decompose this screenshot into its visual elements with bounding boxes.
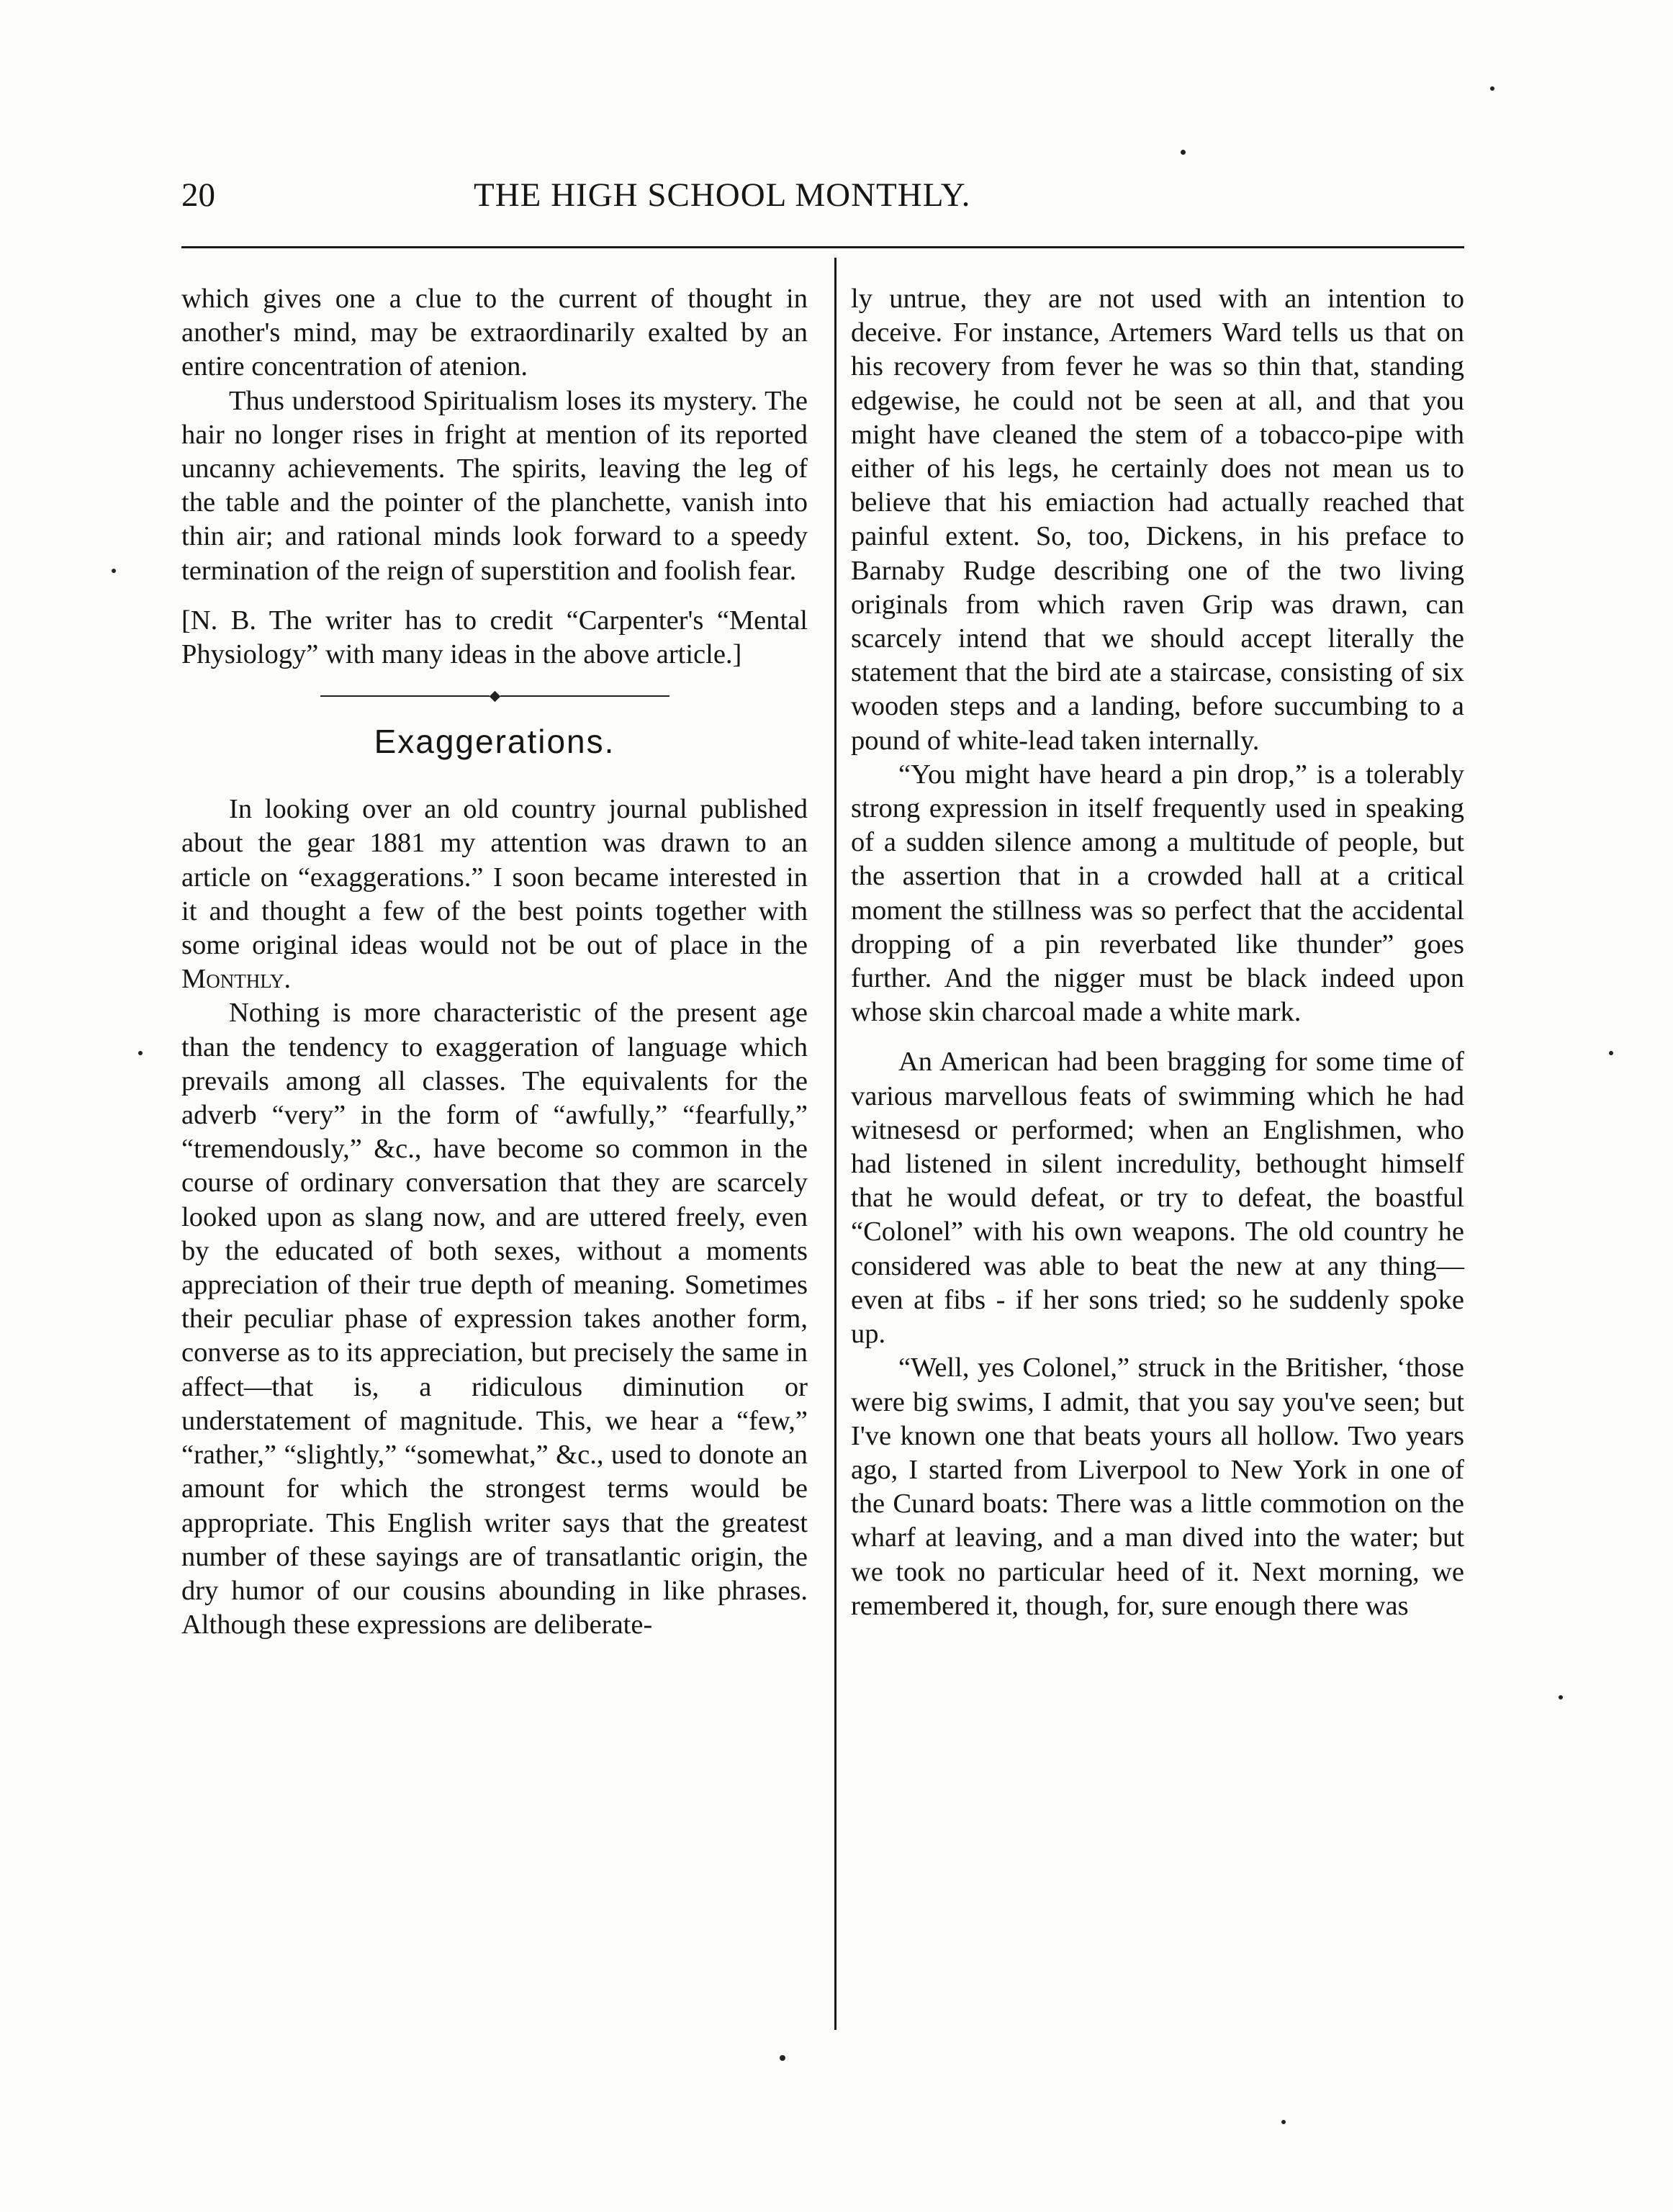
section-title: Exaggerations. bbox=[374, 723, 615, 761]
intro-end: . bbox=[284, 964, 292, 995]
american-paragraph: An American had been bragging for some time of various marvellous feats of swimming which he had witnesesd or performed; when an Englishmen, who had listened in silent incredulity, bethought himself that he would defeat, or try to defeat, the boastful “Colonel” with his own weapons. The old country he considered was able to beat the new at any thing—even at fibs - if her sons tried; so he suddenly spoke up. bbox=[851, 1047, 1464, 1350]
ink-speck bbox=[1490, 86, 1494, 91]
column-divider bbox=[834, 258, 836, 2030]
ink-speck bbox=[780, 2055, 785, 2061]
intro-paragraph bbox=[181, 793, 808, 996]
running-title: THE HIGH SCHOOL MONTHLY. bbox=[474, 176, 971, 214]
header-rule bbox=[181, 246, 1464, 248]
continued-paragraph: which gives one a clue to the current of thought in another's mind, may be extraordinarily exalted by an entire concentration of atenion. bbox=[181, 284, 808, 382]
monthly-name: Monthly bbox=[181, 964, 284, 995]
ink-speck bbox=[138, 1051, 143, 1055]
ink-speck bbox=[1609, 1051, 1613, 1055]
pin-drop-paragraph: “You might have heard a pin drop,” is a tolerably strong expression in itself frequently used in speaking of a sudden silence among a multitude of people, but the assertion that in a crowded hall at a critical moment the stillness was so perfect that the accidental dropping of a pin reverbated like thunder” goes further. And the nigger must be black indeed upon whose skin charcoal made a white mark. bbox=[851, 759, 1464, 1028]
ink-speck bbox=[1181, 150, 1186, 155]
britisher-paragraph: “Well, yes Colonel,” struck in the Britisher, ‘those were big swims, I admit, that you say you've seen; but I've known one that beats yours all hollow. Two years ago, I started from Liverpool to New York in one of the Cunard boats: There was a little commotion on the wharf at leaving, and a man dived into the water; but we took no particular heed of it. Next morning, we remembered it, though, for, sure enough there was bbox=[851, 1353, 1464, 1621]
intro-text: In looking over an old country journal published about the gear 1881 my attention was drawn to an article on “exaggerations.” I soon became interested in it and thought a few of the best points together with some original ideas would not be out of place in the bbox=[181, 794, 808, 961]
left-column bbox=[181, 282, 808, 1642]
page-number: 20 bbox=[181, 176, 215, 214]
characteristic-paragraph: Nothing is more characteristic of the present age than the tendency to exaggeration of language which prevails among all classes. The equivalents for the adverb “very” in the form of “awfully,” “fearfully,” “tremendously,” &c., have become so common in the course of ordinary conversation that they are scarcely looked upon as slang now, and are uttered freely, even by the educated of both sexes, without a moments appreciation of their true depth of meaning. Sometimes their peculiar phase of expression takes another form, converse as to its appreciation, but precisely the same in affect—that is, a ridiculous diminution or understatement of magnitude. This, we hear a “few,” “rather,” “slightly,” “somewhat,” &c., used to donote an amount for which the strongest terms would be appropriate. This English writer says that the greatest number of these sayings are of transatlantic origin, the dry humor of our cousins abounding in like phrases. Although these expressions are deliberate- bbox=[181, 998, 808, 1640]
diamond-ornament-icon bbox=[489, 690, 500, 702]
section-divider bbox=[181, 682, 808, 710]
spiritualism-paragraph: Thus understood Spiritualism loses its mystery. The hair no longer rises in fright at mention of its reported uncanny achievements. The spirits, leaving the leg of the table and the pointer of the planchette, vanish into thin air; and rational minds look forward to a speedy termination of the reign of superstition and foolish fear. bbox=[181, 385, 808, 586]
ink-speck bbox=[1281, 2120, 1286, 2124]
ink-speck bbox=[112, 569, 116, 573]
credit-note: [N. B. The writer has to credit “Carpenter's “Mental Physiology” with many ideas in the above article.] bbox=[181, 605, 808, 670]
artemus-paragraph: ly untrue, they are not used with an intention to deceive. For instance, Artemers Ward tells us that on his recovery from fever he was so thin that, standing edgewise, he could not be seen at all, and that you might have cleaned the stem of a tobacco-pipe with either of his legs, he certainly does not mean us to believe that his emiaction had actually reached that painful extent. So, too, Dickens, in his preface to Barnaby Rudge describing one of the two living originals from which raven Grip was drawn, can scarcely intend that we should accept literally the statement that the bird ate a staircase, consisting of six wooden steps and a landing, before succumbing to a pound of white-lead taken internally. bbox=[851, 284, 1464, 756]
right-column bbox=[851, 282, 1464, 1623]
ink-speck bbox=[1559, 1695, 1563, 1699]
